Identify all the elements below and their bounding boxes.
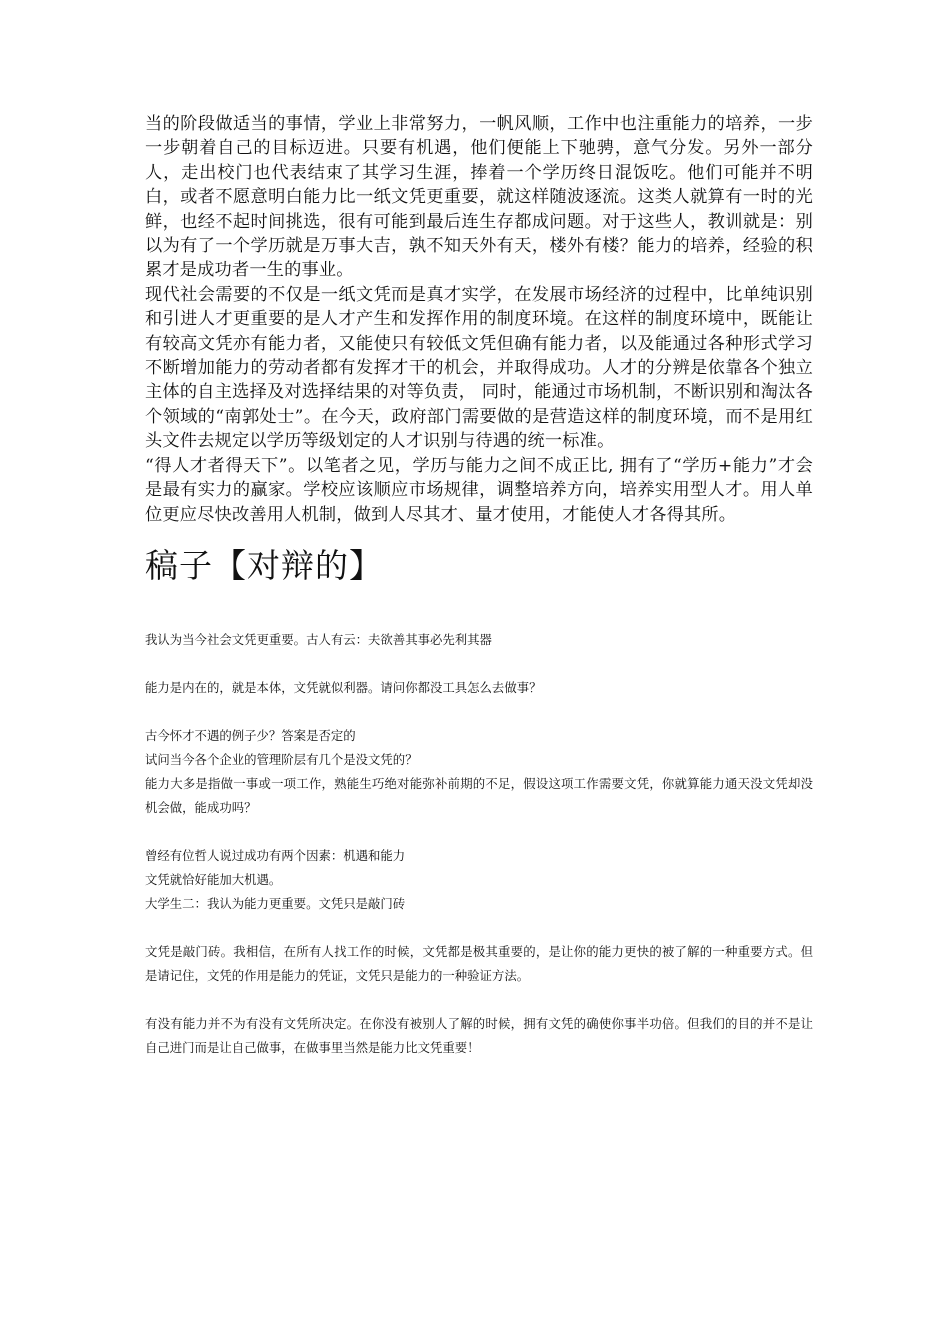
blank-line [145,916,813,940]
blank-line [145,652,813,676]
essay-paragraph-3: “得人才者得天下”。以笔者之见，学历与能力之间不成正比, 拥有了“学历+能力”才会是最有实力的赢家。学校应该顺应市场规律，调整培养方向，培养实用型人才。用人单位更应尽快改善用人机制，做到人尽其才、量才使用，才能使人才各得其所。 [145,455,813,525]
debate-line: 我认为当今社会文凭更重要。古人有云：夫欲善其事必先利其器 [145,631,492,647]
debate-line: 古今怀才不遇的例子少？答案是否定的 [145,727,356,743]
section-heading: 稿子【对辩的】 [145,545,383,585]
blank-line [145,988,813,1012]
debate-line: 大学生二：我认为能力更重要。文凭只是敲门砖 [145,895,406,911]
essay-paragraph-2: 现代社会需要的不仅是一纸文凭而是真才实学，在发展市场经济的过程中，比单纯识别和引进人才更重要的是人才产生和发挥作用的制度环境。在这样的制度环境中，既能让有较高文凭亦有能力者，又能使只有较低文凭但确有能力者，以及能通过各种形式学习不断增加能力的劳动者都有发挥才干的机会，并取得成功。人才的分辨是依靠各个独立主体的自主选择及对选择结果的对等负责， 同时，能通过市场机制，不断识别和淘汰各个领域的“南郭处士”。在今天，政府部门需要做的是营造这样的制度环境，而不是用红头文件去规定以学历等级划定的人才识别与待遇的统一标准。 [145,284,813,452]
debate-line: 有没有能力并不为有没有文凭所决定。在你没有被别人了解的时候，拥有文凭的确使你事半功倍。但我们的目的并不是让自己进门而是让自己做事，在做事里当然是能力比文凭重要！ [145,1015,813,1055]
blank-line [145,820,813,844]
document-page [145,112,813,1060]
essay-body [145,112,813,527]
debate-line: 曾经有位哲人说过成功有两个因素：机遇和能力 [145,847,406,863]
debate-transcript [145,628,813,1060]
essay-paragraph-1: 当的阶段做适当的事情，学业上非常努力，一帆风顺，工作中也注重能力的培养，一步一步朝着自己的目标迈进。只要有机遇，他们便能上下驰骋，意气分发。另外一部分人，走出校门也代表结束了其学习生涯，捧着一个学历终日混饭吃。他们可能并不明白，或者不愿意明白能力比一纸文凭更重要，就这样随波逐流。这类人就算有一时的光鲜，也经不起时间挑选，很有可能到最后连生存都成问题。对于这些人，教训就是：别以为有了一个学历就是万事大吉，孰不知天外有天，楼外有楼？能力的培养，经验的积累才是成功者一生的事业。 [145,114,813,281]
debate-line: 能力大多是指做一事或一项工作，熟能生巧绝对能弥补前期的不足，假设这项工作需要文凭，你就算能力通天没文凭却没机会做，能成功吗？ [145,775,813,815]
debate-line: 文凭就恰好能加大机遇。 [145,871,282,887]
debate-line: 能力是内在的，就是本体，文凭就似利器。请问你都没工具怎么去做事？ [145,679,542,695]
debate-line: 试问当今各个企业的管理阶层有几个是没文凭的？ [145,751,418,767]
debate-line: 文凭是敲门砖。我相信，在所有人找工作的时候，文凭都是极其重要的，是让你的能力更快的被了解的一种重要方式。但是请记住，文凭的作用是能力的凭证，文凭只是能力的一种验证方法。 [145,943,813,983]
blank-line [145,700,813,724]
